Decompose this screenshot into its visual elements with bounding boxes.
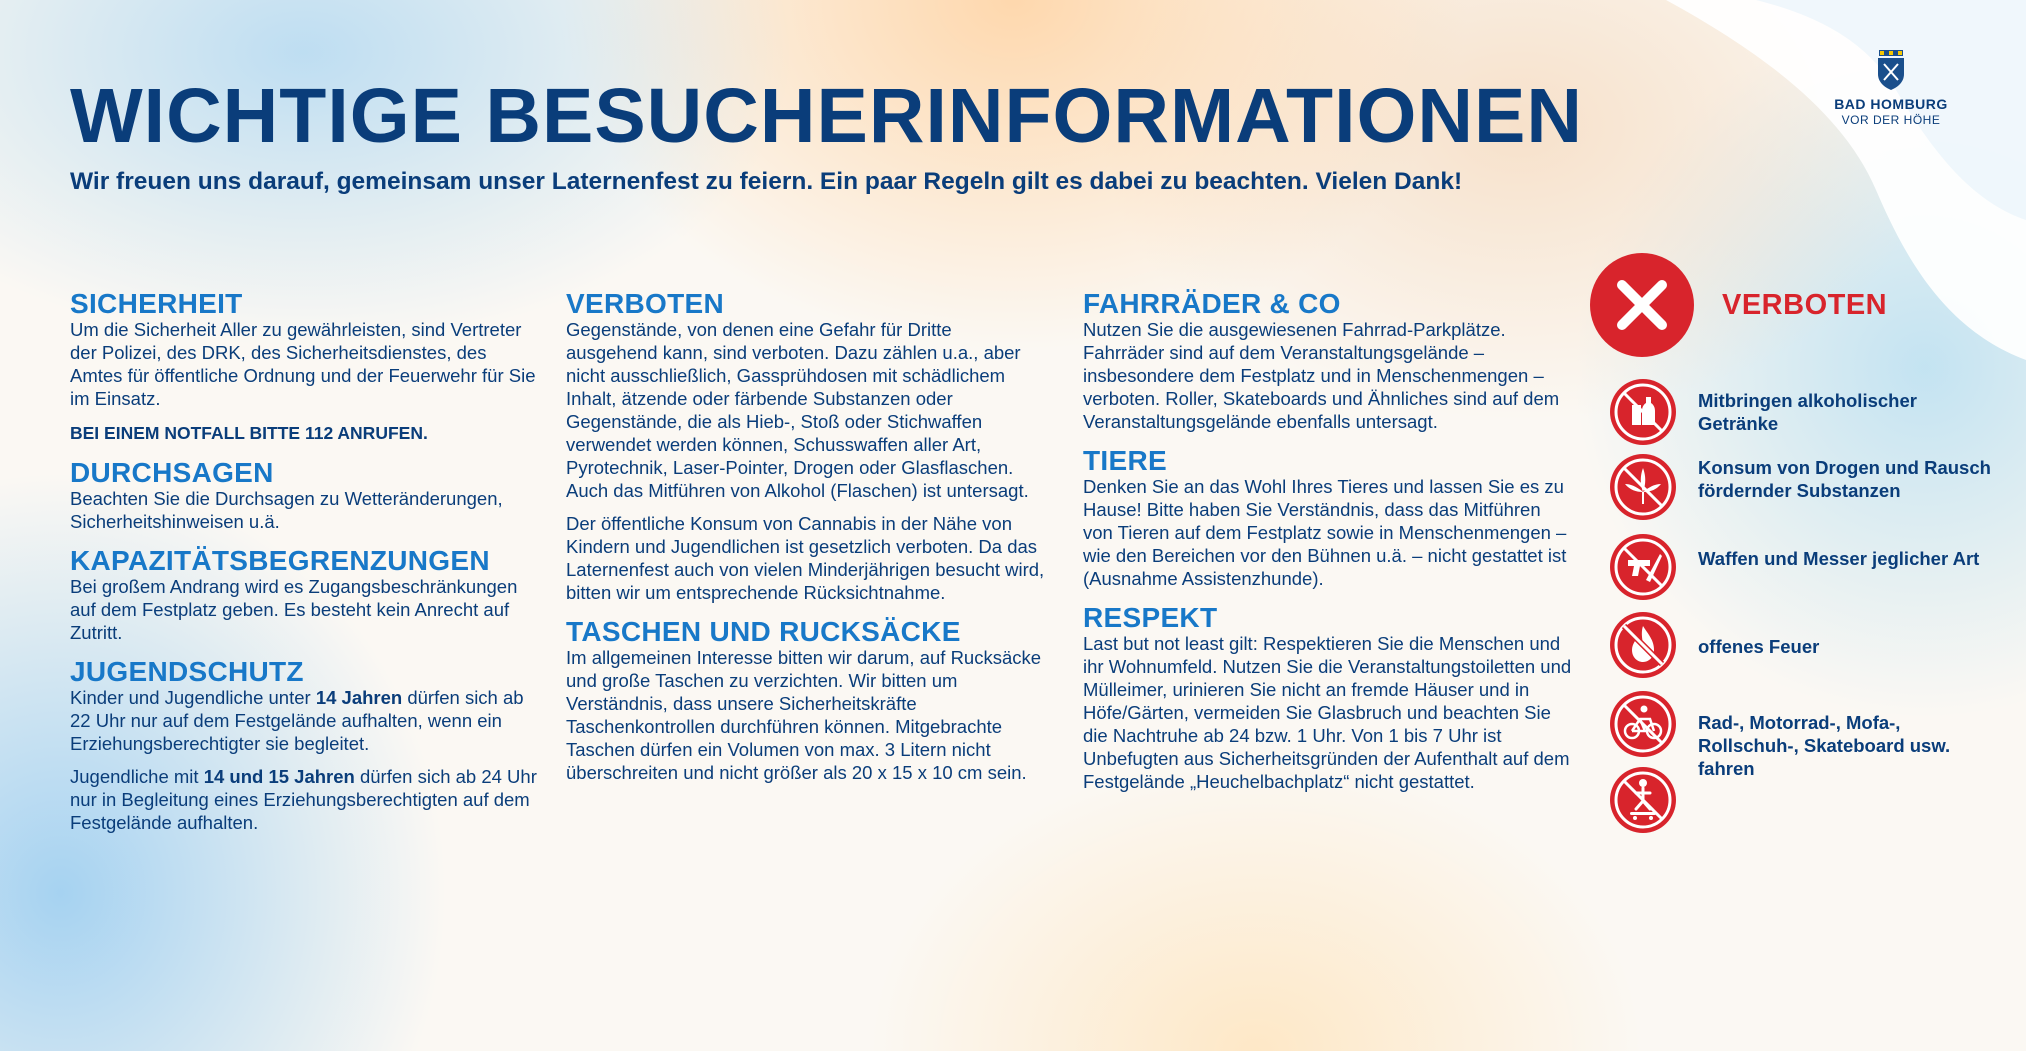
city-crest-icon — [1876, 50, 1906, 90]
text-verboten-2: Der öffentliche Konsum von Cannabis in der Nähe von Kindern und Jugendlichen ist gesetzlich verboten. Da das Laternenfest auch von vielen Minderjährigen besucht wird, bitten wir um entsprechende Rücksichtnahme. — [566, 513, 1045, 603]
heading-taschen: TASCHEN UND RUCKSÄCKE — [566, 616, 961, 647]
forbidden-x-icon — [1590, 253, 1694, 357]
no-drugs-icon — [1610, 454, 1676, 520]
column-2 — [566, 290, 1046, 798]
text-respekt: Last but not least gilt: Respektieren Sie die Menschen und ihr Wohnumfeld. Nutzen Sie die Veranstaltungstoiletten und Mülleimer, urinieren Sie nicht an fremde Häuser und in Höfe/Gärten, vermeiden Sie Glasbruch und beachten Sie die Nachtruhe ab 24 bzw. 1 Uhr. Von 1 bis 7 Uhr ist Unbefugten aus Sicherheitsgründen der Aufenthalt auf dem Festgelände „Heuchelbachplatz“ nicht gestattet. — [1083, 633, 1572, 792]
heading-verboten: VERBOTEN — [566, 288, 724, 319]
heading-fahrraeder: FAHRRÄDER & CO — [1083, 288, 1341, 319]
no-skateboard-icon — [1610, 767, 1676, 833]
text-fahrraeder: Nutzen Sie die ausgewiesenen Fahrrad-Parkplätze. Fahrräder sind auf dem Veranstaltungsgelände – insbesondere dem Festplatz und in Menschenmengen – verboten. Roller, Skateboards und Ähnliches sind auf dem Veranstaltungsgelände ebenfalls untersagt. — [1083, 319, 1560, 432]
section-sicherheit — [70, 290, 540, 445]
prohibited-title: VERBOTEN — [1722, 288, 1888, 321]
heading-durchsagen: DURCHSAGEN — [70, 457, 274, 488]
text-tiere: Denken Sie an das Wohl Ihres Tieres und lassen Sie es zu Hause! Bitte haben Sie Verständnis, dass das Mitführen von Tieren auf dem Festplatz sowie in Menschenmengen – wie den Bereichen vor den Bühnen u.ä. – nicht gestattet ist (Ausnahme Assistenzhunde). — [1083, 476, 1567, 589]
heading-sicherheit: SICHERHEIT — [70, 288, 243, 319]
prohibited-header — [1590, 255, 2010, 355]
prohibited-item-3: Waffen und Messer jeglicher Art — [1698, 548, 1980, 569]
no-bicycle-icon — [1610, 691, 1676, 757]
no-alcohol-icon — [1610, 379, 1676, 445]
section-fahrraeder — [1083, 290, 1573, 433]
prohibited-item-4: offenes Feuer — [1698, 636, 1820, 657]
text-sicherheit: Um die Sicherheit Aller zu gewährleisten, sind Vertreter der Polizei, des DRK, des Sicherheitsdienstes, des Amtes für öffentliche Ordnung und der Feuerwehr für Sie im Einsatz. — [70, 319, 536, 409]
section-respekt — [1083, 604, 1573, 793]
section-verboten — [566, 290, 1046, 604]
prohibited-item-1: Mitbringen alkoholischer Getränke — [1698, 390, 1917, 434]
column-3 — [1083, 290, 1573, 807]
emergency-notice: BEI EINEM NOTFALL BITTE 112 ANRUFEN. — [70, 423, 428, 443]
text-kapazitaet: Bei großem Andrang wird es Zugangsbeschränkungen auf dem Festplatz geben. Es besteht kein Anrecht auf Zutritt. — [70, 576, 518, 643]
text-taschen: Im allgemeinen Interesse bitten wir darum, auf Rucksäcke und große Taschen zu verzichten. Wir bitten um Verständnis, dass unsere Sicherheitskräfte Taschenkontrollen durchführen können. Mitgebrachte Taschen dürfen ein Volumen von max. 3 Litern nicht überschreiten und nicht größer als 20 x 15 x 10 cm sein. — [566, 647, 1042, 783]
page-title: WICHTIGE BESUCHERINFORMATIONEN — [70, 73, 1583, 159]
heading-kapazitaet: KAPAZITÄTSBEGRENZUNGEN — [70, 545, 490, 576]
section-taschen — [566, 618, 1046, 784]
page-subtitle: Wir freuen uns darauf, gemeinsam unser Laternenfest zu feiern. Ein paar Regeln gilt es dabei zu beachten. Vielen Dank! — [70, 168, 1463, 195]
text-jugendschutz-1: Kinder und Jugendliche unter 14 Jahren dürfen sich ab 22 Uhr nur auf dem Festgelände aufhalten, wenn ein Erziehungsberechtigter sie begleitet. — [70, 687, 524, 754]
no-weapons-icon — [1610, 534, 1676, 600]
heading-tiere: TIERE — [1083, 445, 1167, 476]
prohibited-item-2: Konsum von Drogen und Rausch fördernder Substanzen — [1698, 457, 1991, 501]
text-jugendschutz-2: Jugendliche mit 14 und 15 Jahren dürfen sich ab 24 Uhr nur in Begleitung eines Erziehungsberechtigten auf dem Festgelände aufhalten. — [70, 766, 537, 833]
no-fire-icon — [1610, 612, 1676, 678]
section-durchsagen — [70, 459, 540, 533]
section-tiere — [1083, 447, 1573, 590]
section-jugendschutz — [70, 658, 540, 834]
logo-line2: VOR DER HÖHE — [1841, 113, 1941, 127]
section-kapazitaet — [70, 547, 540, 644]
column-1 — [70, 290, 540, 848]
city-logo — [1816, 50, 1966, 127]
logo-line1: BAD HOMBURG — [1834, 96, 1948, 112]
prohibited-item-5: Rad-, Motorrad-, Mofa-, Rollschuh-, Skateboard usw. fahren — [1698, 712, 1951, 779]
text-durchsagen: Beachten Sie die Durchsagen zu Wetteränderungen, Sicherheitshinweisen u.ä. — [70, 488, 503, 532]
heading-respekt: RESPEKT — [1083, 602, 1218, 633]
prohibited-panel — [1590, 255, 2010, 779]
text-verboten-1: Gegenstände, von denen eine Gefahr für Dritte ausgehend kann, sind verboten. Dazu zählen u.a., aber nicht ausschließlich, Gassprühdosen mit schädlichem Inhalt, ätzende oder färbende Substanzen oder Gegenstände, die als Hieb-, Stoß oder Stichwaffen verwendet werden können, Schusswaffen aller Art, Pyrotechnik, Laser-Pointer, Drogen oder Glasflaschen. Auch das Mitführen von Alkohol (Flaschen) ist untersagt. — [566, 319, 1029, 501]
heading-jugendschutz: JUGENDSCHUTZ — [70, 656, 304, 687]
